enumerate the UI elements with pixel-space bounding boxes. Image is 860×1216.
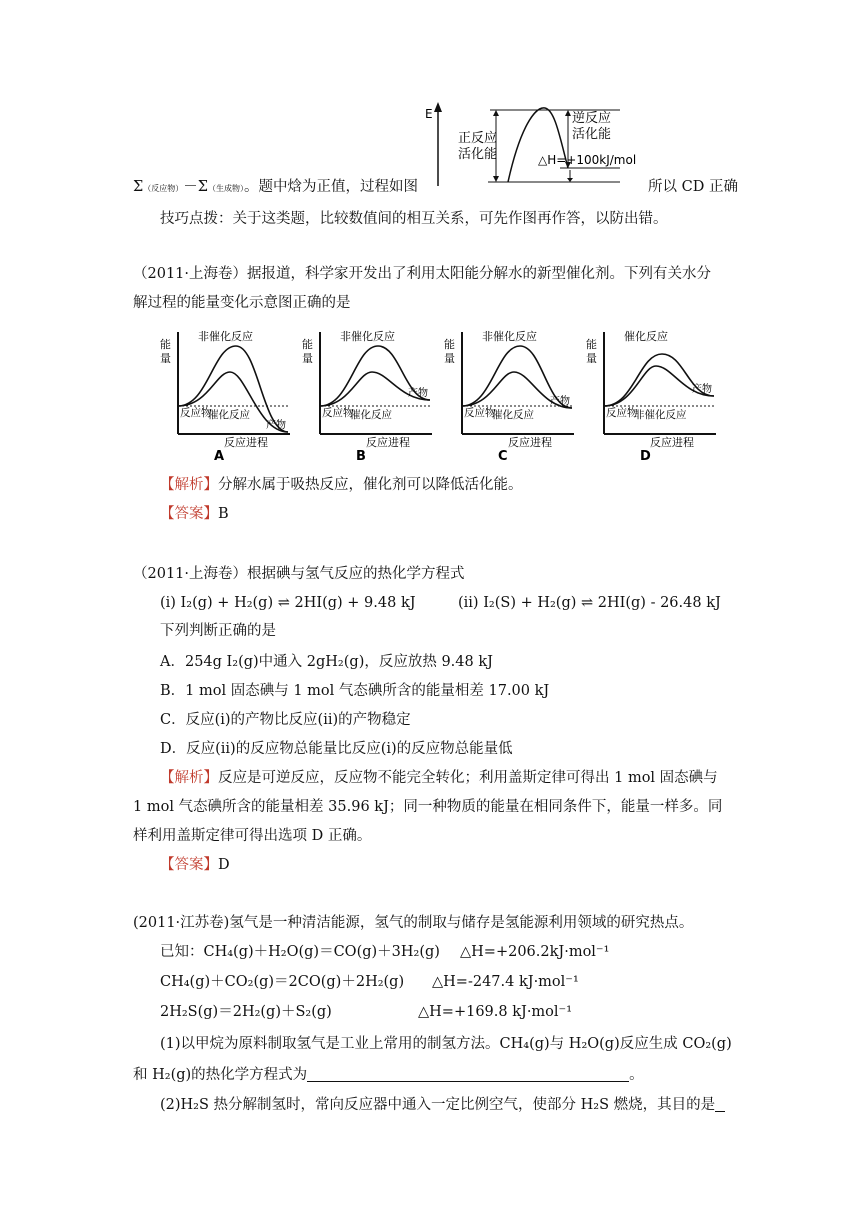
q3-known-label: 已知： [160,944,204,960]
chart-right-label: 产物 [550,396,570,407]
conclusion-text: 所以 CD 正确 [648,179,738,195]
chart-mid-label: 催化反应 [350,409,392,421]
q3-eq3: 2H₂S(g)＝2H₂(g)＋S₂(g) [160,1004,332,1020]
q2-option-d: D．反应(ii)的反应物总能量比反应(i)的反应物总能量低 [160,741,513,757]
q3-eq1-h: △H=+206.2kJ·mol⁻¹ [460,944,610,960]
chart-letter: A [214,449,225,462]
q1-answer-line [160,504,229,524]
sigma-sub-products: （生成物） [208,184,245,193]
q2-analysis-line-1 [160,768,718,788]
q1-stem-line-2: 解过程的能量变化示意图正确的是 [133,295,351,311]
chart-ylabel-2: 量 [302,352,313,365]
q2-stem-line: （2011·上海卷）根据碘与氢气反应的热化学方程式 [133,566,465,582]
chart-letter: C [498,449,508,462]
chart-x-label: 反应进程 [366,436,410,449]
q2-analysis-line-2: 1 mol 气态碘所含的能量相差 35.96 kJ；同一种物质的能量在相同条件下，能量一样多。同 [133,799,723,815]
q3-eq3-h: △H=+169.8 kJ·mol⁻¹ [418,1004,573,1020]
q3-part1-text: 和 H₂(g)的热化学方程式为 [133,1067,308,1083]
q2-prompt: 下列判断正确的是 [160,623,276,639]
chart-curve-high [604,354,714,406]
chart-ylabel-2: 量 [444,352,455,365]
chart-left-label: 反应物 [606,407,638,419]
q3-part2-answer-blank[interactable] [715,1097,725,1112]
q2-analysis-text-1: 反应是可逆反应，反应物不能完全转化；利用盖斯定律可得出 1 mol 固态碘与 [218,770,718,786]
sigma-minus: －Σ [183,179,209,195]
q1-answer-text: B [218,506,229,522]
q3-part1-answer-blank[interactable] [307,1067,629,1082]
q2-option-b: B．1 mol 固态碘与 1 mol 气态碘所含的能量相差 17.00 kJ [160,683,550,699]
chart-x-label: 反应进程 [224,436,268,449]
q3-part2-text: (2)H₂S 热分解制氢时，常向反应器中通入一定比例空气，使部分 H₂S 燃烧，其目的是 [160,1097,716,1113]
chart-top-label: 非催化反应 [340,330,395,343]
q3-part2-line [160,1095,725,1115]
q3-part1-end: 。 [629,1067,644,1083]
q1-analysis-tag: 【解析】 [160,477,218,493]
tip-text: 技巧点拨：关于这类题，比较数值间的相互关系，可先作图再作答，以防出错。 [160,211,668,227]
chart-ylabel-1: 能 [444,338,455,351]
forward-activation-label-2: 活化能 [458,147,498,162]
chart-ylabel-1: 能 [302,338,313,351]
q1-energy-charts [158,324,728,462]
chart-ylabel-2: 量 [160,352,171,365]
chart-top-label: 非催化反应 [198,330,253,343]
q1-stem-line-1: （2011·上海卷）据报道，科学家开发出了利用太阳能分解水的新型催化剂。下列有关水分 [133,266,712,282]
q3-eq2: CH₄(g)＋CO₂(g)＝2CO(g)＋2H₂(g) [160,974,405,990]
q2-analysis-tag: 【解析】 [160,770,218,786]
q2-answer-text: D [218,857,230,873]
sigma-sub-reactants: （反应物） [143,184,184,193]
q3-part1-line-1: (1)以甲烷为原料制取氢气是工业上常用的制氢方法。CH₄(g)与 H₂O(g)反应生成 CO₂(g) [160,1036,732,1052]
reverse-activation-label-2: 活化能 [572,127,612,142]
chart-x-label: 反应进程 [508,436,552,449]
q3-stem-line: (2011·江苏卷)氢气是一种清洁能源，氢气的制取与储存是氢能源利用领域的研究热点。 [133,915,694,931]
q2-option-c: C．反应(i)的产物比反应(ii)的产物稳定 [160,712,411,728]
chart-letter: B [356,449,366,462]
chart-left-label: 反应物 [464,407,496,419]
q2-answer-line [160,855,230,875]
q3-part1-line-2 [133,1065,644,1085]
q3-eq1: CH₄(g)＋H₂O(g)＝CO(g)＋3H₂(g) [203,944,440,960]
q3-eq2-h: △H=-247.4 kJ·mol⁻¹ [432,974,579,990]
chart-top-label: 非催化反应 [482,330,537,343]
q2-equation-ii: (ii) I₂(S) + H₂(g) ⇌ 2HI(g) - 26.48 kJ [458,595,721,611]
chart-x-label: 反应进程 [650,436,694,449]
chart-right-label: 产物 [266,420,286,431]
q3-known-eq1 [160,942,440,962]
chart-right-label: 产物 [692,384,712,395]
q1-analysis-line [160,475,523,495]
chart-left-label: 反应物 [180,407,212,419]
q1-analysis-text: 分解水属于吸热反应，催化剂可以降低活化能。 [218,477,523,493]
chart-ylabel-2: 量 [586,352,597,365]
sigma-formula-line [133,177,418,199]
chart-mid-label: 催化反应 [492,409,534,421]
chart-mid-label: 催化反应 [208,409,250,421]
process-sentence: 。题中焓为正值，过程如图 [244,179,419,195]
chart-mid-label: 非催化反应 [634,409,687,421]
chart-ylabel-1: 能 [586,338,597,351]
reverse-activation-label-1: 逆反应 [572,111,612,126]
q2-option-a: A．254g I₂(g)中通入 2gH₂(g)，反应放热 9.48 kJ [160,654,493,670]
chart-top-label: 催化反应 [624,330,668,343]
forward-activation-label-1: 正反应 [458,131,498,146]
energy-axis-label: E [425,107,433,121]
energy-profile-diagram [420,98,650,190]
delta-h-label: △H=+100kJ/mol [538,153,637,167]
chart-right-label: 产物 [408,388,428,399]
q1-answer-tag: 【答案】 [160,506,218,522]
q2-equation-i: (i) I₂(g) + H₂(g) ⇌ 2HI(g) + 9.48 kJ [160,595,416,611]
q2-answer-tag: 【答案】 [160,857,218,873]
chart-ylabel-1: 能 [160,338,171,351]
sigma-symbol: Σ [133,179,144,195]
chart-left-label: 反应物 [322,407,354,419]
chart-letter: D [640,449,651,462]
q2-analysis-line-3: 样利用盖斯定律可得出选项 D 正确。 [133,828,372,844]
